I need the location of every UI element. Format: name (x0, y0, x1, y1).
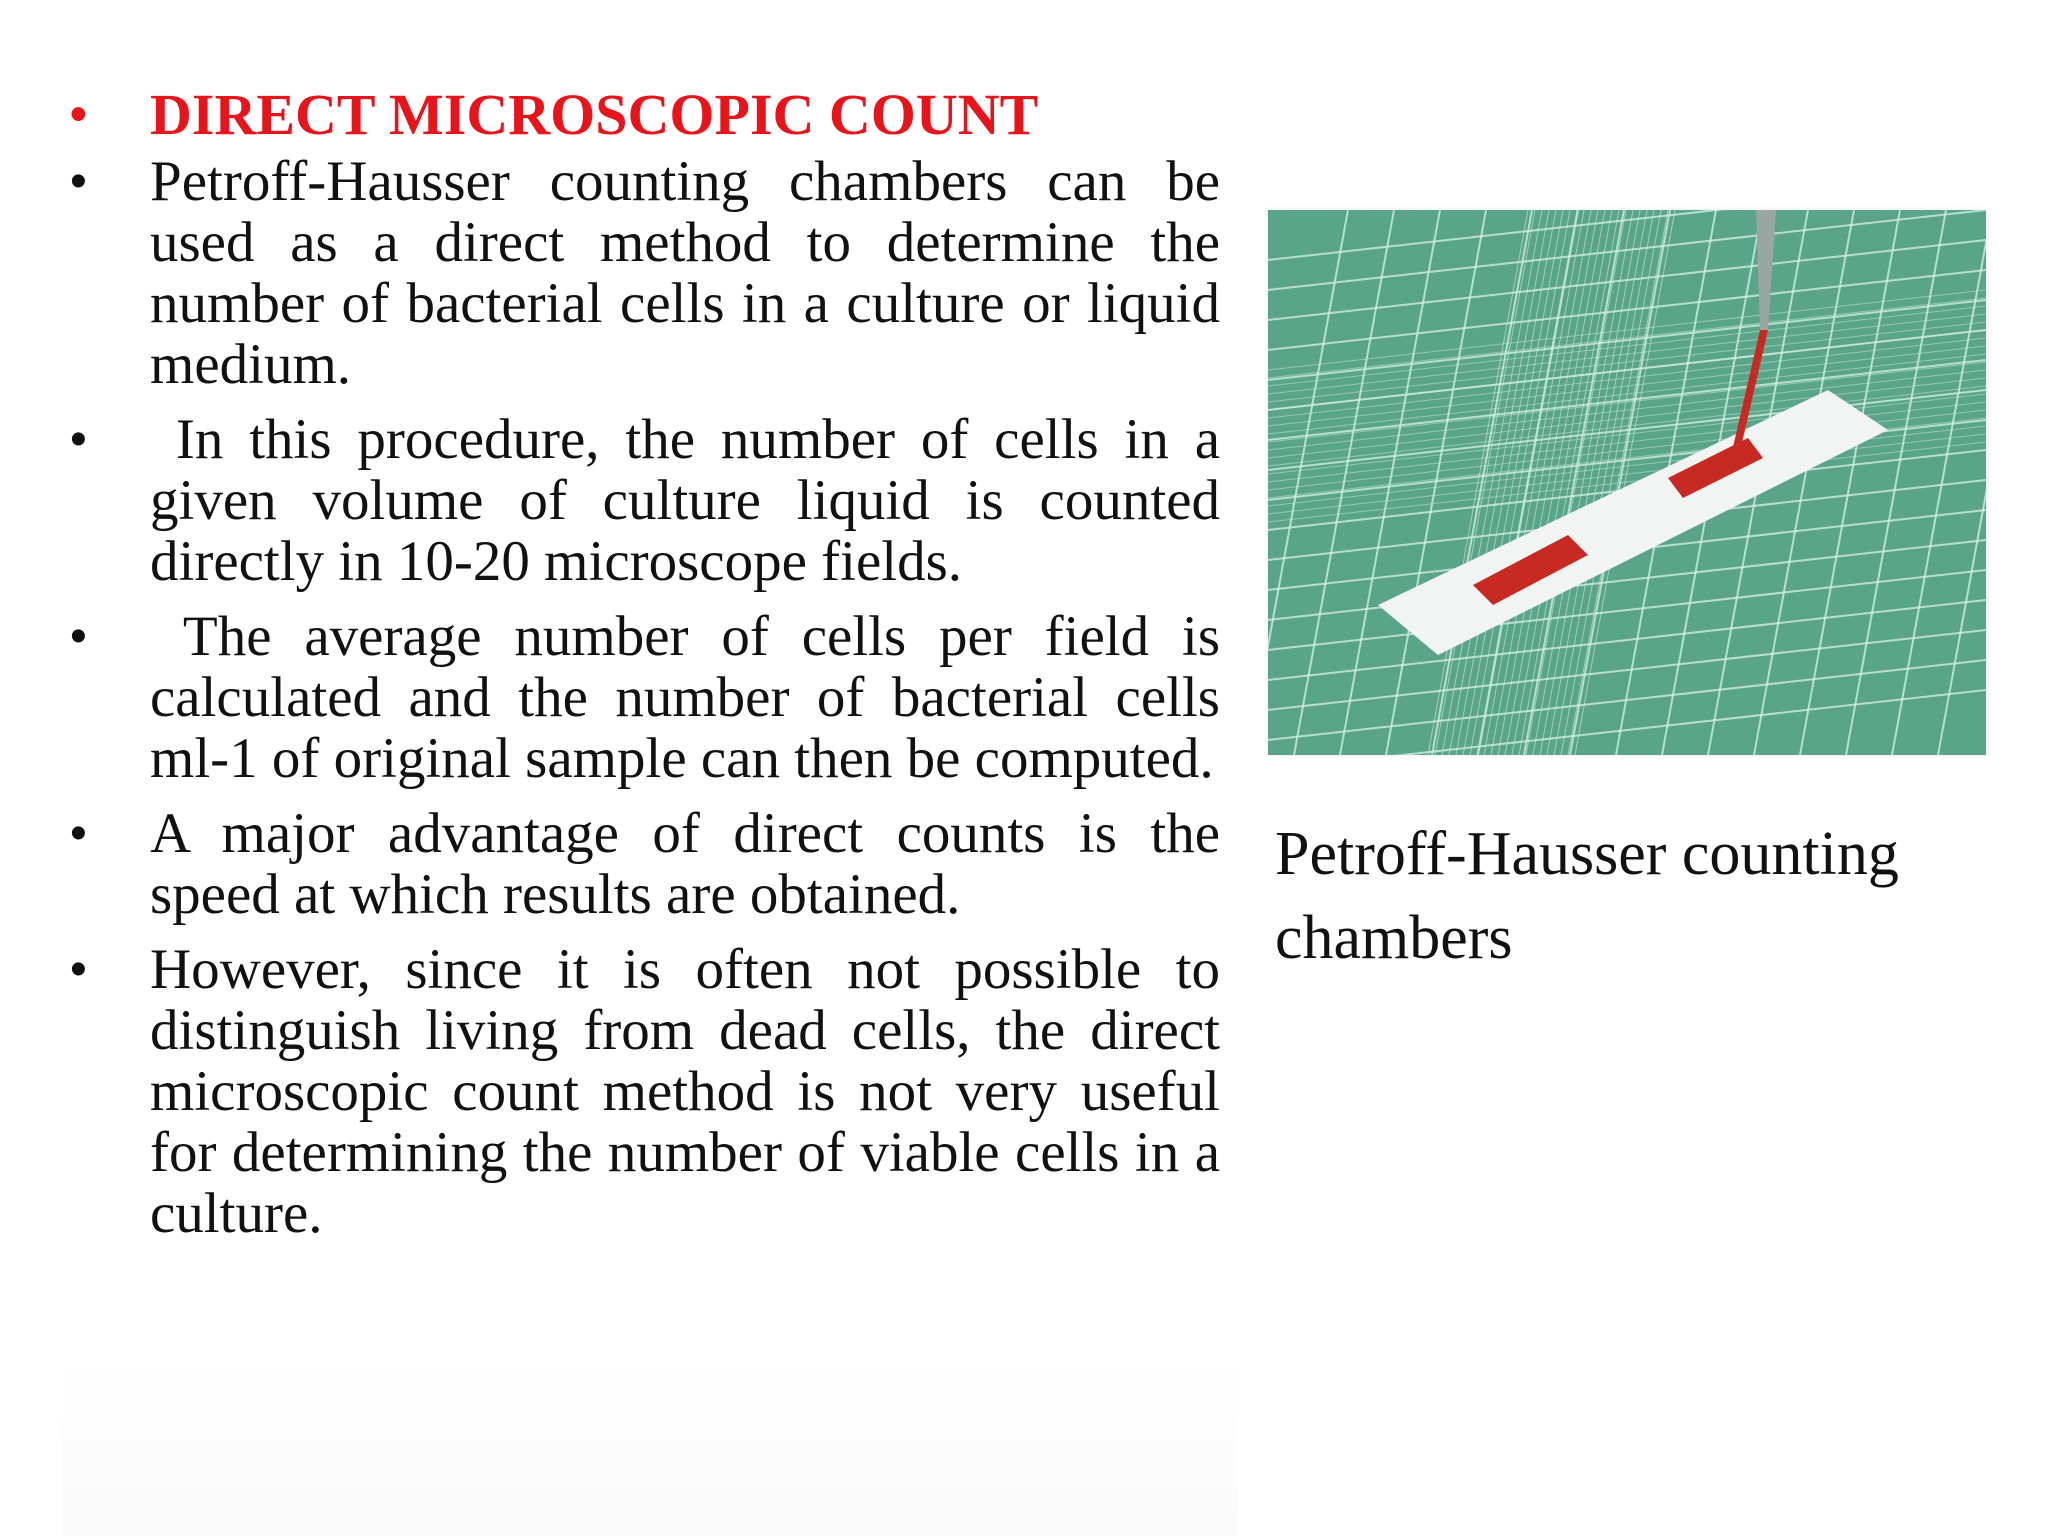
slide-heading (60, 84, 1220, 145)
bullet-icon: • (70, 413, 87, 466)
bullet-item (60, 803, 1220, 925)
bullet-icon: • (70, 943, 87, 996)
bullet-text: Petroff-Hausser counting chambers can be used as a direct method to determine the number of bacterial cells in a culture or liquid medium. (150, 150, 1220, 396)
bullet-icon: • (70, 807, 87, 860)
bullet-item (60, 939, 1220, 1244)
bullet-text: However, since it is often not possible to distinguish living from dead cells, the direct microscopic count method is not very useful for determining the number of viable cells in a culture. (150, 938, 1220, 1245)
bullet-icon: • (70, 610, 87, 663)
bullet-icon: • (70, 88, 87, 141)
heading-text: DIRECT MICROSCOPIC COUNT (150, 82, 1039, 147)
figure-caption: Petroff-Hausser counting chambers (1275, 820, 1899, 972)
bullet-text: The average number of cells per field is calculated and the number of bacterial cells ml-1 of original sample can then be computed. (150, 605, 1235, 790)
bullet-icon: • (70, 155, 87, 208)
bullet-item (60, 605, 1235, 790)
bullet-text: In this procedure, the number of cells in a given volume of culture liquid is counted directly in 10-20 microscope fields. (150, 408, 1235, 593)
bullet-item (60, 151, 1220, 395)
bullet-item (60, 408, 1235, 593)
bullet-text: A major advantage of direct counts is the speed at which results are obtained. (150, 802, 1220, 926)
counting-chamber-illustration (1268, 210, 1986, 755)
counting-chamber-image (1268, 210, 1986, 755)
bullet-list (60, 82, 1235, 1258)
